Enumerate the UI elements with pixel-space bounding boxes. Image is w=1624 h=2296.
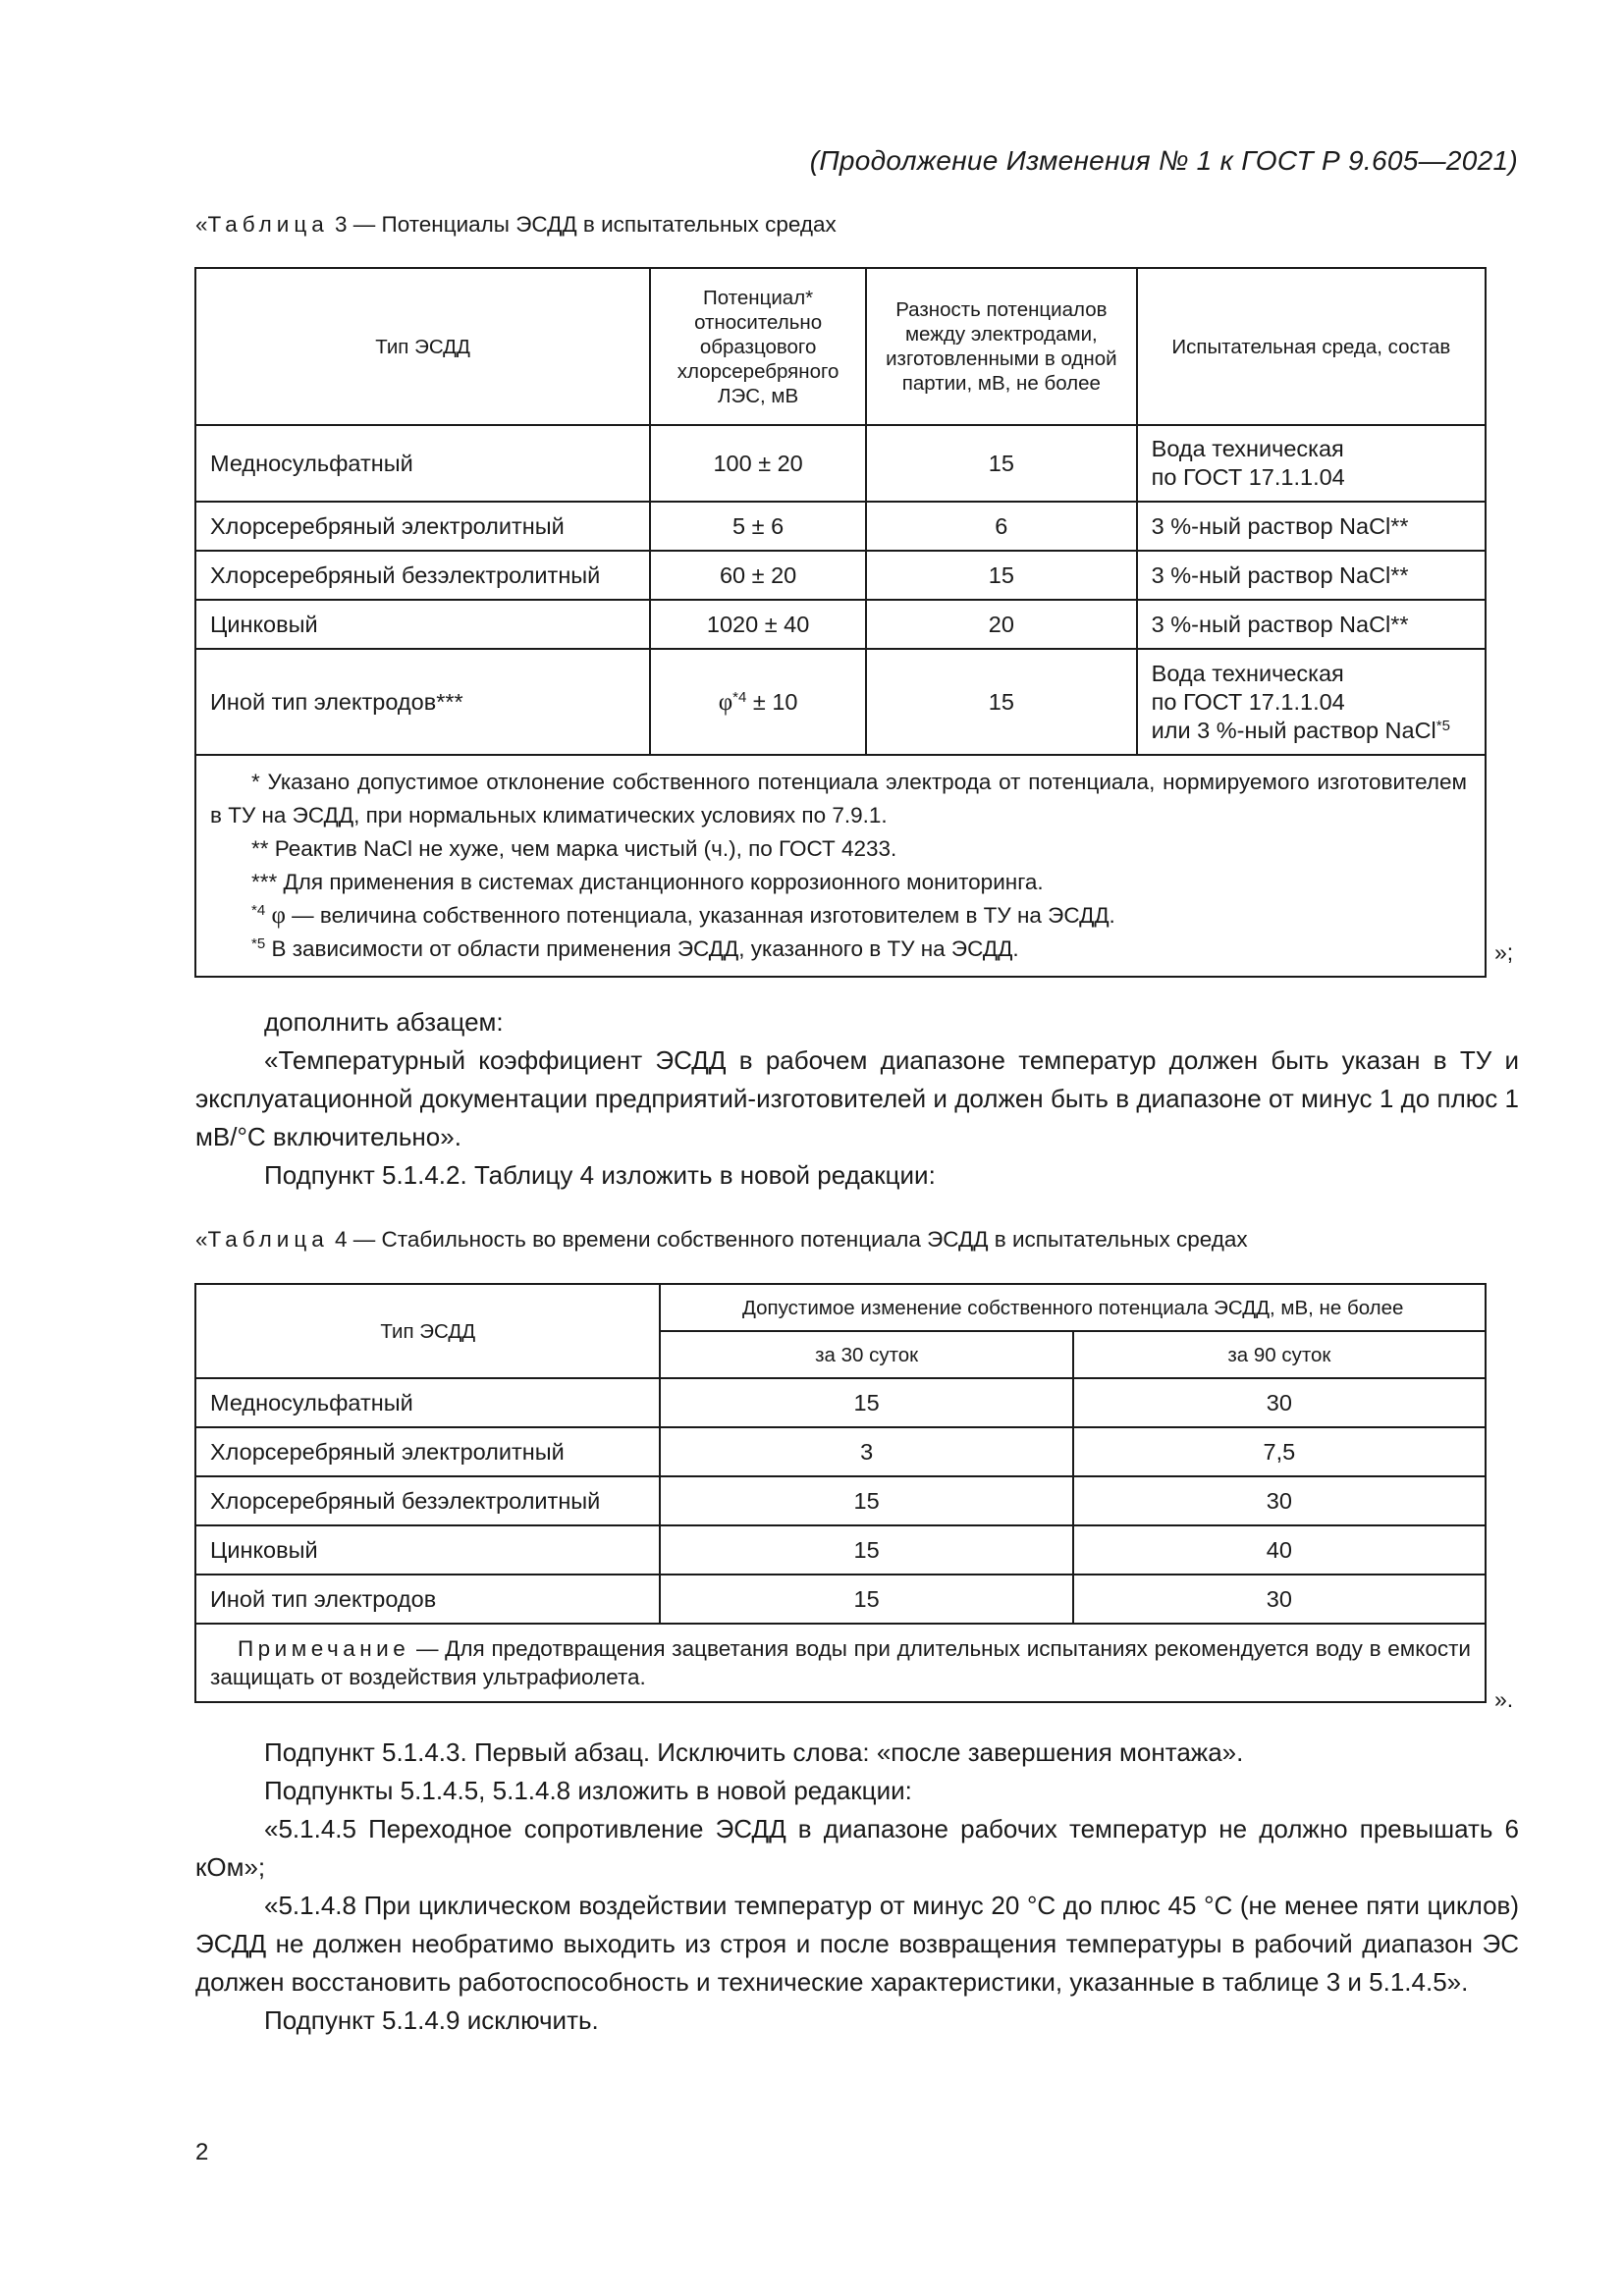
footnote-mark: *5 [251, 935, 266, 952]
cell-type: Иной тип электродов [195, 1575, 660, 1624]
medium-line: Вода техническая [1151, 660, 1344, 686]
cell-type: Иной тип электродов*** [195, 649, 650, 755]
table-row [195, 1575, 1486, 1624]
cell-potential: 100 ± 20 [650, 425, 866, 502]
cell-difference: 6 [866, 502, 1137, 551]
header-medium: Испытательная среда, состав [1137, 268, 1486, 425]
cell-90-days: 30 [1073, 1575, 1486, 1624]
table-row [195, 551, 1486, 600]
cell-difference: 15 [866, 425, 1137, 502]
medium-line: по ГОСТ 17.1.1.04 [1151, 464, 1345, 490]
table-4 [194, 1283, 1487, 1703]
footnote-mark: *4 [732, 688, 747, 706]
cell-90-days: 7,5 [1073, 1427, 1486, 1476]
cell-potential: 60 ± 20 [650, 551, 866, 600]
cell-medium [1137, 425, 1486, 502]
medium-line: Вода техническая [1151, 436, 1344, 461]
cell-90-days: 40 [1073, 1525, 1486, 1575]
cell-30-days: 15 [660, 1476, 1072, 1525]
cell-difference: 20 [866, 600, 1137, 649]
cell-type: Цинковый [195, 1525, 660, 1575]
table-row [195, 1378, 1486, 1427]
cell-type: Хлорсеребряный безэлектролитный [195, 551, 650, 600]
paragraph: Подпункт 5.1.4.2. Таблицу 4 изложить в новой редакции: [264, 1160, 936, 1190]
footnote-1: * Указано допустимое отклонение собственного потенциала электрода от потенциала, нормируемого изготовителем в ТУ на ЭСДД, при нормальных климатических условиях по 7.9.1. [210, 770, 1467, 828]
header-30-days: за 30 суток [660, 1331, 1072, 1378]
paragraph: «5.1.4.5 Переходное сопротивление ЭСДД в диапазоне рабочих температур не должно превышать 6 кОм»; [195, 1814, 1519, 1882]
paragraph: Подпункты 5.1.4.5, 5.1.4.8 изложить в новой редакции: [264, 1776, 912, 1805]
phi-symbol: φ [718, 688, 733, 716]
cell-medium: 3 %-ный раствор NaCl** [1137, 600, 1486, 649]
cell-potential [650, 649, 866, 755]
note-text [210, 1634, 1471, 1691]
table4-note-row [195, 1624, 1486, 1702]
paragraph: «5.1.4.8 При циклическом воздействии температур от минус 20 °С до плюс 45 °С (не менее пяти циклов) ЭСДД не должен необратимо выходить из строя и после возвращения температуры в рабочий диапазон ЭС должен восстановить работоспособность и технические характеристики, указанные в таблице 3 и 5.1.4.5». [195, 1891, 1519, 1997]
footnote-mark: *4 [251, 902, 266, 919]
note-body: — Для предотвращения зацветания воды при длительных испытаниях рекомендуется воду в емкости защищать от воздействия ультрафиолета. [210, 1636, 1471, 1689]
footnote-2: ** Реактив NaCl не хуже, чем марка чистый (ч.), по ГОСТ 4233. [251, 836, 897, 861]
cell-type: Хлорсеребряный электролитный [195, 502, 650, 551]
potential-tolerance: ± 10 [746, 688, 798, 715]
header-type: Тип ЭСДД [195, 1284, 660, 1378]
cell-potential: 1020 ± 40 [650, 600, 866, 649]
table-row [195, 649, 1486, 755]
cell-30-days: 3 [660, 1427, 1072, 1476]
medium-line [1152, 717, 1471, 745]
table4-note [195, 1624, 1486, 1702]
cell-difference: 15 [866, 649, 1137, 755]
footnote-text: — величина собственного потенциала, указанная изготовителем в ТУ на ЭСДД. [285, 903, 1115, 928]
caption-title: 4 — Стабильность во времени собственного потенциала ЭСДД в испытательных средах [328, 1227, 1248, 1252]
paragraph: дополнить абзацем: [264, 1007, 504, 1037]
cell-90-days: 30 [1073, 1378, 1486, 1427]
page-number: 2 [195, 2139, 209, 2165]
header-potential: Потенциал* относительно образцового хлорсеребряного ЛЭС, мВ [650, 268, 866, 425]
footnote-mark: *5 [1435, 717, 1450, 734]
footnote-3: *** Для применения в системах дистанционного коррозионного мониторинга. [251, 870, 1044, 894]
header-group: Допустимое изменение собственного потенциала ЭСДД, мВ, не более [660, 1284, 1486, 1331]
header-type: Тип ЭСДД [195, 268, 650, 425]
table3-notes-row [195, 755, 1486, 977]
paragraph: Подпункт 5.1.4.9 исключить. [264, 2005, 599, 2035]
footnote-text: В зависимости от области применения ЭСДД, указанного в ТУ на ЭСДД. [265, 936, 1019, 961]
caption-title: 3 — Потенциалы ЭСДД в испытательных средах [328, 212, 837, 237]
footnote-5 [210, 933, 1467, 966]
cell-30-days: 15 [660, 1525, 1072, 1575]
table-row [195, 425, 1486, 502]
cell-type: Хлорсеребряный безэлектролитный [195, 1476, 660, 1525]
note-label: Примечание [238, 1636, 410, 1661]
cell-type: Цинковый [195, 600, 650, 649]
cell-medium: 3 %-ный раствор NaCl** [1137, 551, 1486, 600]
body-text-1 [195, 1003, 1519, 1195]
caption-quote: « [195, 1227, 208, 1252]
table-row [195, 1525, 1486, 1575]
table-3 [194, 267, 1487, 978]
medium-line: по ГОСТ 17.1.1.04 [1151, 688, 1345, 715]
cell-30-days: 15 [660, 1378, 1072, 1427]
table3-header-row [195, 268, 1486, 425]
table-row [195, 502, 1486, 551]
cell-type: Медносульфатный [195, 1378, 660, 1427]
medium-text: или 3 %-ный раствор NaCl [1151, 717, 1436, 743]
cell-type: Медносульфатный [195, 425, 650, 502]
footnote-4 [210, 899, 1467, 933]
table3-caption [195, 212, 837, 238]
header-difference: Разность потенциалов между электродами, изготовленными в одной партии, мВ, не более [866, 268, 1137, 425]
table-row [195, 600, 1486, 649]
cell-type: Хлорсеребряный электролитный [195, 1427, 660, 1476]
table-row [195, 1427, 1486, 1476]
phi-symbol: φ [271, 902, 286, 929]
caption-label: Таблица [207, 212, 329, 237]
header-90-days: за 90 суток [1073, 1331, 1486, 1378]
cell-difference: 15 [866, 551, 1137, 600]
table4-closing-quote: ». [1494, 1686, 1514, 1712]
paragraph: «Температурный коэффициент ЭСДД в рабочем диапазоне температур должен быть указан в ТУ и эксплуатационной документации предприятий-изготовителей и должен быть в диапазоне от минус 1 до плюс 1 мВ/°С включительно». [195, 1045, 1519, 1151]
table3-notes [195, 755, 1486, 977]
caption-quote: « [195, 212, 208, 237]
paragraph: Подпункт 5.1.4.3. Первый абзац. Исключить слова: «после завершения монтажа». [264, 1737, 1244, 1767]
table3-closing-quote: »; [1494, 939, 1514, 965]
table-row [195, 1476, 1486, 1525]
table4-caption [195, 1227, 1248, 1253]
cell-90-days: 30 [1073, 1476, 1486, 1525]
cell-potential: 5 ± 6 [650, 502, 866, 551]
cell-30-days: 15 [660, 1575, 1072, 1624]
cell-medium: 3 %-ный раствор NaCl** [1137, 502, 1486, 551]
page-header: (Продолжение Изменения № 1 к ГОСТ Р 9.605—2021) [809, 145, 1518, 176]
body-text-2 [195, 1734, 1519, 2040]
cell-medium [1137, 649, 1486, 755]
caption-label: Таблица [207, 1227, 329, 1252]
table4-header-row [195, 1284, 1486, 1331]
